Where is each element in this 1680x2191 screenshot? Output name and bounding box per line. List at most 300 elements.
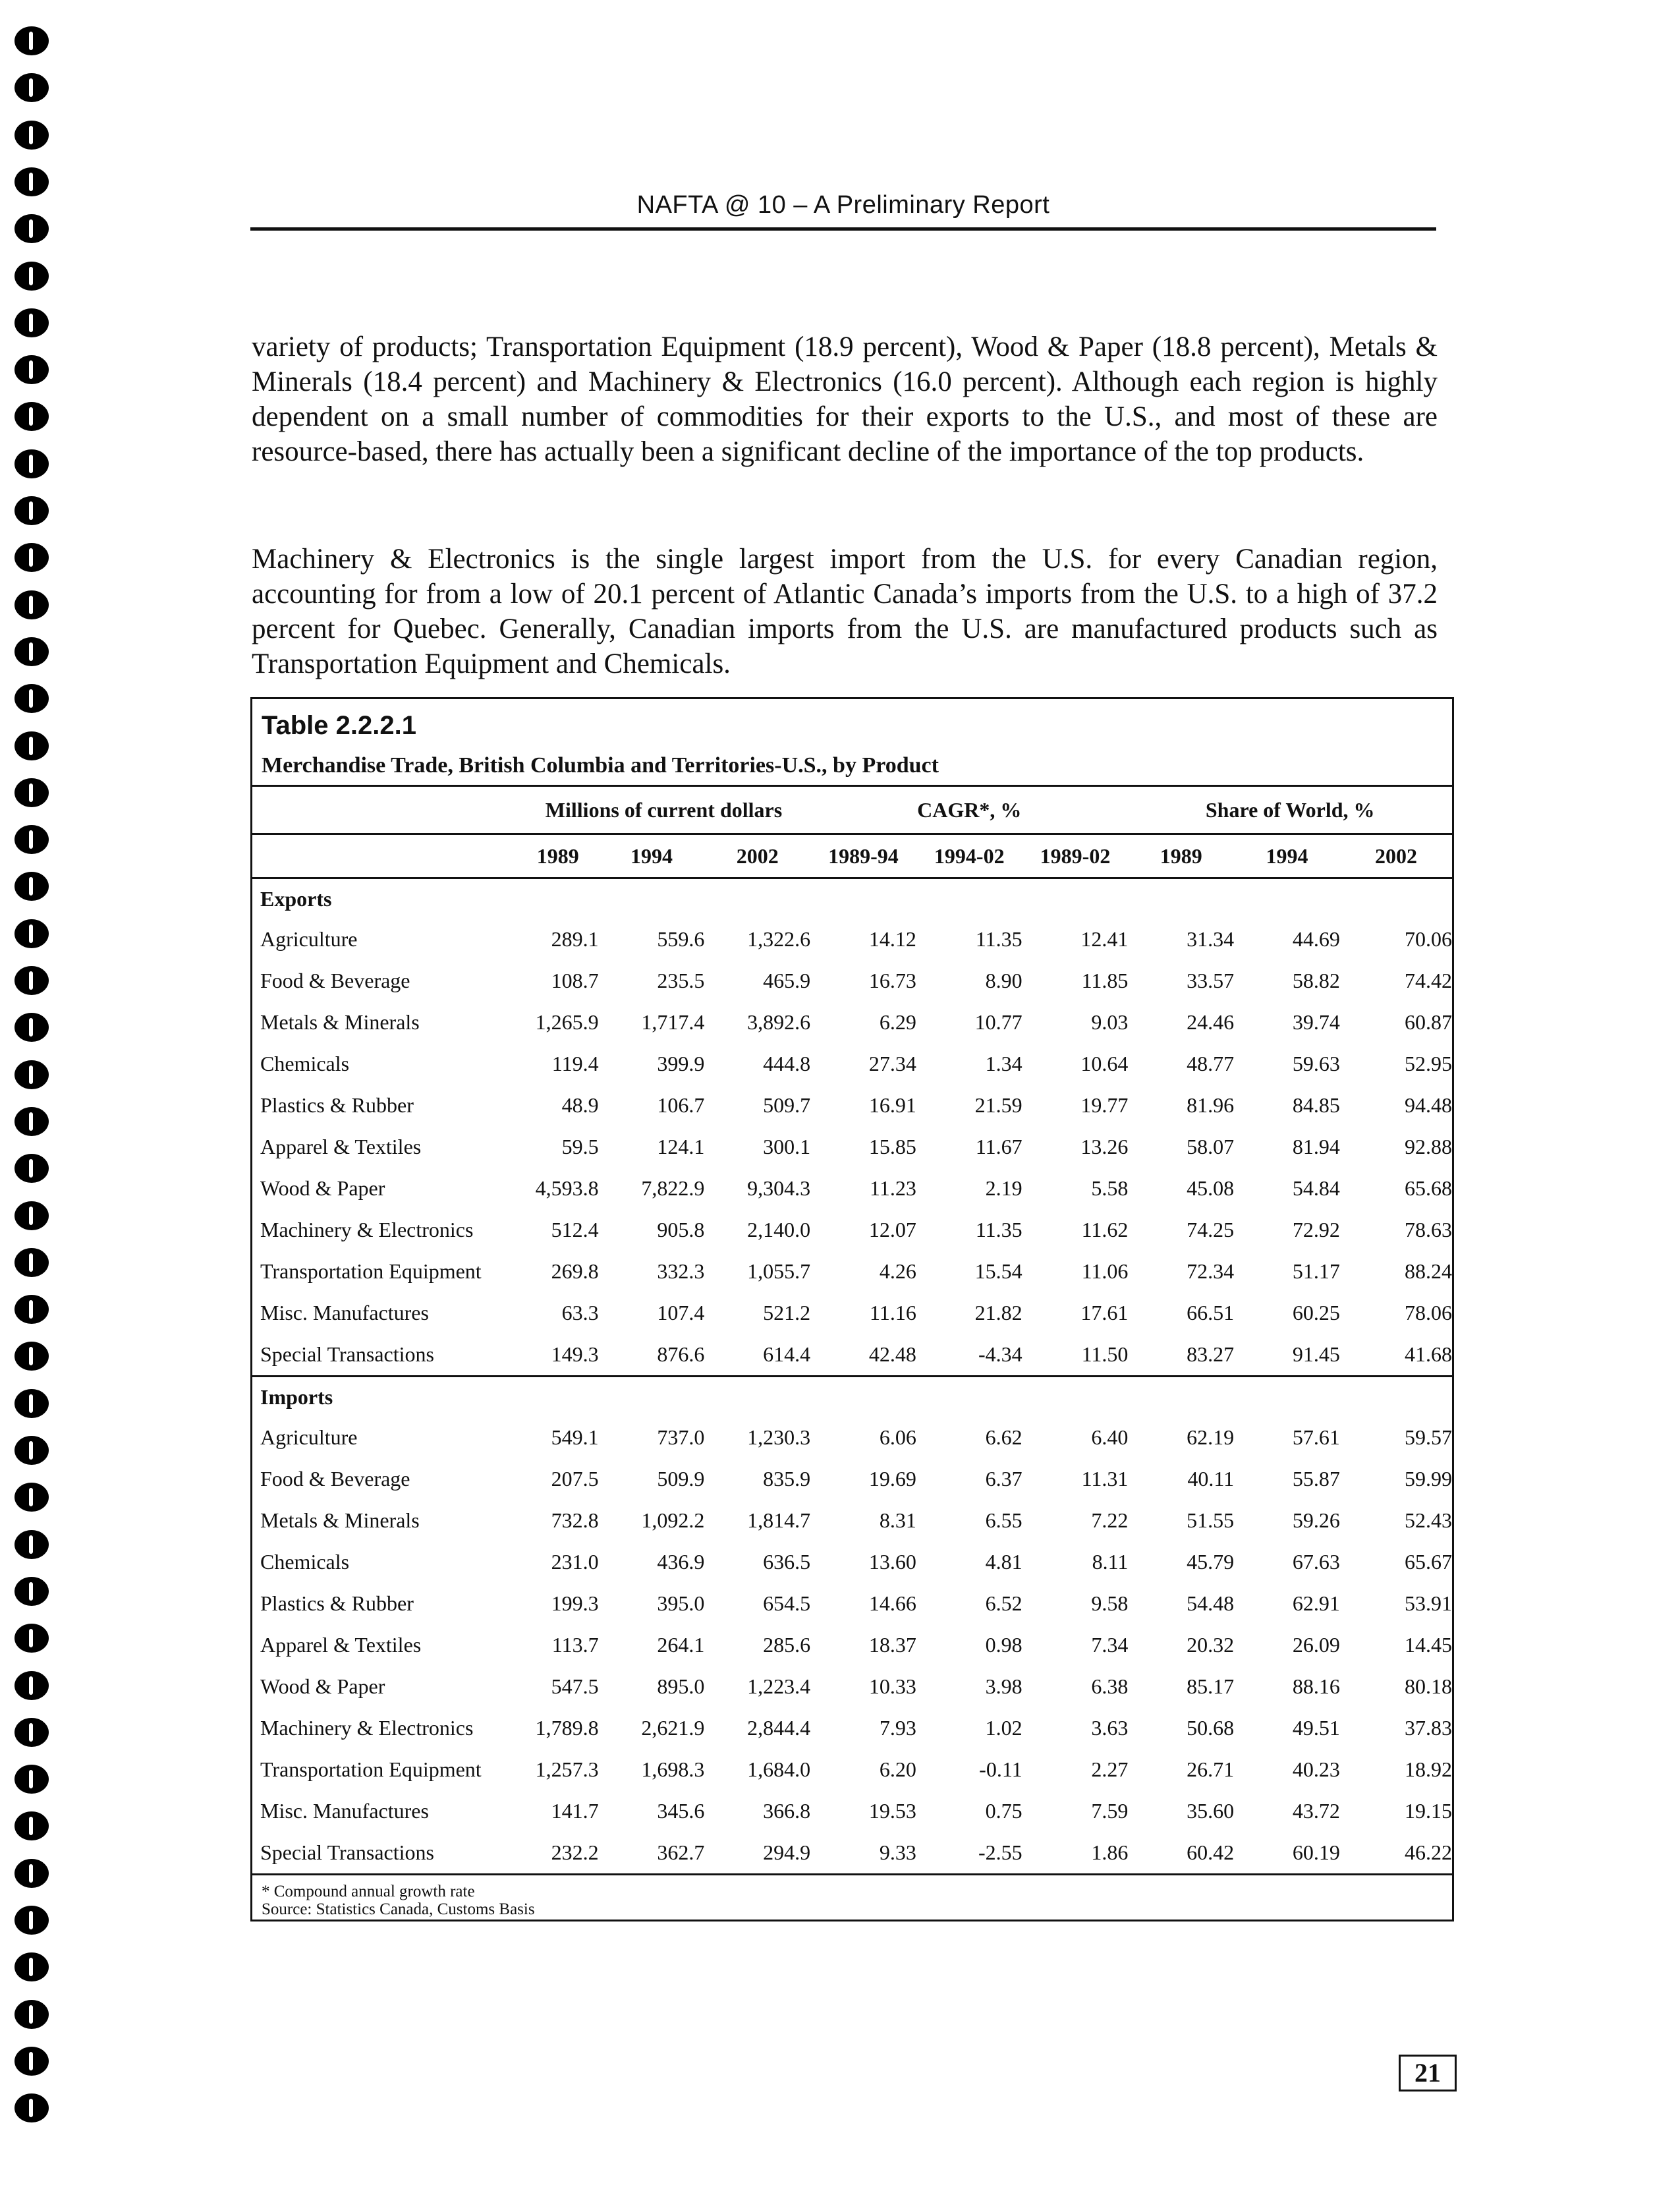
table-row — [252, 1666, 1452, 1707]
table-cell: 15.54 — [974, 1259, 1022, 1283]
table-cell: 57.61 — [1292, 1425, 1340, 1449]
table-cell: 6.40 — [1091, 1425, 1129, 1449]
table-cell: 8.11 — [1092, 1550, 1129, 1574]
table-cell: 13.60 — [868, 1550, 916, 1574]
trade-table — [252, 785, 1452, 1875]
table-cell: 60.42 — [1128, 1832, 1234, 1875]
table-row — [252, 1126, 1452, 1168]
imports-section-row — [252, 1377, 1452, 1417]
table-number: Table 2.2.2.1 — [262, 711, 416, 740]
group-header-share: Share of World, % — [1128, 786, 1452, 834]
table-cell: 6.62 — [985, 1425, 1022, 1449]
row-label: Plastics & Rubber — [260, 1093, 414, 1117]
binder-hole-icon — [14, 1624, 49, 1653]
table-cell: 113.7 — [551, 1633, 599, 1657]
row-label: Transportation Equipment — [260, 1757, 482, 1781]
table-cell: 199.3 — [551, 1591, 599, 1615]
table-cell: 512.4 — [551, 1218, 599, 1241]
table-cell: 300.1 — [763, 1135, 811, 1158]
table-cell: 1,814.7 — [747, 1508, 811, 1532]
table-cell: 16.73 — [868, 969, 916, 992]
table-cell: 106.7 — [657, 1093, 705, 1117]
group-header-millions: Millions of current dollars — [517, 786, 810, 834]
table-cell: 58.82 — [1292, 969, 1340, 992]
table-cell: 2,621.9 — [641, 1716, 705, 1740]
row-label: Metals & Minerals — [260, 1508, 420, 1532]
table-cell: 547.5 — [551, 1674, 599, 1698]
binder-hole-icon — [14, 2047, 49, 2076]
table-row — [252, 1707, 1452, 1749]
table-cell: 1,717.4 — [641, 1010, 705, 1034]
table-cell: 12.07 — [868, 1218, 916, 1241]
table-cell: 54.84 — [1292, 1176, 1340, 1200]
table-cell: 7.59 — [1091, 1799, 1129, 1823]
binder-hole-icon — [14, 1436, 49, 1465]
binder-hole-icon — [14, 825, 49, 854]
column-header: 1989 — [517, 834, 599, 878]
table-cell: 72.92 — [1292, 1218, 1340, 1241]
table-cell: 235.5 — [657, 969, 705, 992]
table-cell: 63.3 — [561, 1301, 599, 1324]
table-cell: 0.75 — [985, 1799, 1022, 1823]
body-paragraph-1: variety of products; Transportation Equipment (18.9 percent), Wood & Paper (18.8 percent), Metals & Minerals (18.4 percent) and Machinery & Electronics (16.0 percent). Although each region is highly dependent on a small number of commodities for their exports to the U.S., and most of these are resource-based, there has actually been a significant decline of the importance of the top products. — [252, 331, 1438, 467]
binder-hole-icon — [14, 966, 49, 995]
binder-hole-icon — [14, 449, 49, 478]
table-cell: 6.20 — [879, 1757, 916, 1781]
table-cell: 1,055.7 — [747, 1259, 811, 1283]
table-cell: 10.33 — [868, 1674, 916, 1698]
table-cell: 59.26 — [1292, 1508, 1340, 1532]
row-label: Wood & Paper — [260, 1674, 385, 1698]
table-cell: 14.45 — [1405, 1633, 1452, 1657]
table-cell: 46.22 — [1340, 1832, 1452, 1875]
table-cell: 37.83 — [1405, 1716, 1452, 1740]
table-cell: 1.86 — [1022, 1832, 1129, 1875]
table-cell: 614.4 — [763, 1342, 811, 1366]
table-cell: 62.19 — [1187, 1425, 1235, 1449]
row-label: Chemicals — [260, 1052, 350, 1075]
binder-hole-icon — [14, 167, 49, 196]
table-cell: 11.62 — [1081, 1218, 1129, 1241]
table-cell: 289.1 — [551, 927, 599, 951]
binder-hole-icon — [14, 637, 49, 666]
table-cell: 65.68 — [1405, 1176, 1452, 1200]
table-cell: 26.09 — [1292, 1633, 1340, 1657]
row-label: Machinery & Electronics — [260, 1716, 474, 1740]
table-cell: 107.4 — [657, 1301, 705, 1324]
table-cell: 7.93 — [879, 1716, 916, 1740]
table-cell: 654.5 — [763, 1591, 811, 1615]
table-cell: 231.0 — [551, 1550, 599, 1574]
row-label: Wood & Paper — [260, 1176, 385, 1200]
table-cell: 74.25 — [1187, 1218, 1235, 1241]
row-label: Transportation Equipment — [260, 1259, 482, 1283]
table-cell: 50.68 — [1187, 1716, 1235, 1740]
column-header: 1994 — [599, 834, 705, 878]
table-cell: 436.9 — [657, 1550, 705, 1574]
table-cell: 48.9 — [561, 1093, 599, 1117]
table-row — [252, 1334, 1452, 1377]
table-cell: 54.48 — [1187, 1591, 1235, 1615]
table-cell: 285.6 — [763, 1633, 811, 1657]
table-row — [252, 1500, 1452, 1541]
table-cell: 59.99 — [1405, 1467, 1452, 1491]
table-cell: 269.8 — [551, 1259, 599, 1283]
table-cell: 395.0 — [657, 1591, 705, 1615]
table-cell: 66.51 — [1187, 1301, 1235, 1324]
table-cell: 11.16 — [870, 1301, 916, 1324]
table-cell: 24.46 — [1187, 1010, 1235, 1034]
binder-hole-icon — [14, 73, 49, 102]
table-cell: 83.27 — [1187, 1342, 1235, 1366]
row-label: Misc. Manufactures — [260, 1301, 429, 1324]
binder-hole-icon — [14, 214, 49, 243]
row-label: Special Transactions — [260, 1342, 434, 1366]
binder-hole-icon — [14, 919, 49, 948]
table-row — [252, 1790, 1452, 1832]
table-cell: 119.4 — [551, 1052, 599, 1075]
table-cell: 39.74 — [1292, 1010, 1340, 1034]
binder-hole-icon — [14, 26, 49, 55]
table-cell: 1,789.8 — [535, 1716, 599, 1740]
binder-hole-icon — [14, 684, 49, 713]
table-cell: 7.34 — [1091, 1633, 1129, 1657]
table-cell: 3,892.6 — [747, 1010, 811, 1034]
binder-hole-icon — [14, 1342, 49, 1371]
table-cell: 17.61 — [1080, 1301, 1129, 1324]
binder-hole-icon — [14, 1530, 49, 1559]
column-header: 1989-02 — [1022, 834, 1129, 878]
table-row — [252, 1002, 1452, 1043]
table-cell: 59.57 — [1405, 1425, 1452, 1449]
row-label: Apparel & Textiles — [260, 1135, 422, 1158]
table-cell: 636.5 — [763, 1550, 811, 1574]
table-cell: 67.63 — [1292, 1550, 1340, 1574]
column-header: 1994 — [1234, 834, 1340, 878]
table-cell: 10.77 — [974, 1010, 1022, 1034]
table-cell: 62.91 — [1292, 1591, 1340, 1615]
table-row — [252, 1458, 1452, 1500]
table-row — [252, 1043, 1452, 1085]
table-cell: 35.60 — [1187, 1799, 1235, 1823]
row-label: Special Transactions — [252, 1832, 517, 1875]
table-cell: 59.63 — [1292, 1052, 1340, 1075]
table-cell: 362.7 — [599, 1832, 705, 1875]
table-cell: 11.50 — [1081, 1342, 1129, 1366]
table-cell: 1,698.3 — [641, 1757, 705, 1781]
binder-hole-icon — [14, 355, 49, 384]
column-header: 1989 — [1128, 834, 1234, 878]
table-cell: 65.67 — [1405, 1550, 1452, 1574]
table-cell: 16.91 — [868, 1093, 916, 1117]
binder-hole-icon — [14, 1060, 49, 1089]
table-cell: 1,684.0 — [747, 1757, 811, 1781]
table-cell: 1.34 — [985, 1052, 1022, 1075]
table-cell: 905.8 — [657, 1218, 705, 1241]
table-cell: 27.34 — [868, 1052, 916, 1075]
table-cell: 60.87 — [1405, 1010, 1452, 1034]
table-cell: 3.98 — [985, 1674, 1022, 1698]
binder-hole-icon — [14, 308, 49, 337]
table-row — [252, 1624, 1452, 1666]
table-cell: 14.12 — [868, 927, 916, 951]
table-cell: 6.55 — [985, 1508, 1022, 1532]
table-cell: 444.8 — [763, 1052, 811, 1075]
table-cell: 55.87 — [1292, 1467, 1340, 1491]
row-label: Agriculture — [260, 927, 358, 951]
table-cell: 21.59 — [974, 1093, 1022, 1117]
table-cell: 49.51 — [1292, 1716, 1340, 1740]
table-row — [252, 1292, 1452, 1334]
table-cell: 52.43 — [1405, 1508, 1452, 1532]
table-cell: 33.57 — [1187, 969, 1235, 992]
table-cell: 11.23 — [870, 1176, 916, 1200]
table-cell: 41.68 — [1405, 1342, 1452, 1366]
table-cell: 9,304.3 — [747, 1176, 811, 1200]
table-cell: 43.72 — [1292, 1799, 1340, 1823]
binder-hole-icon — [14, 543, 49, 572]
column-header: 1989-94 — [810, 834, 916, 878]
table-cell: 11.06 — [1081, 1259, 1129, 1283]
row-label: Misc. Manufactures — [260, 1799, 429, 1823]
table-cell: 40.11 — [1187, 1467, 1235, 1491]
table-cell: 88.24 — [1405, 1259, 1452, 1283]
table-cell: 6.52 — [985, 1591, 1022, 1615]
binder-hole-icon — [14, 1577, 49, 1606]
table-cell: 51.17 — [1292, 1259, 1340, 1283]
table-cell: 366.8 — [763, 1799, 811, 1823]
binder-hole-icon — [14, 1295, 49, 1324]
table-cell: 1,230.3 — [747, 1425, 811, 1449]
binder-hole-icon — [14, 1013, 49, 1042]
table-cell: 1,223.4 — [747, 1674, 811, 1698]
binder-holes — [14, 26, 51, 2175]
binder-hole-icon — [14, 1107, 49, 1136]
table-cell: 4.81 — [985, 1550, 1022, 1574]
table-cell: 72.34 — [1187, 1259, 1235, 1283]
table-cell: 85.17 — [1187, 1674, 1235, 1698]
table-notes — [262, 1883, 535, 1918]
table-cell: 4.26 — [879, 1259, 916, 1283]
binder-hole-icon — [14, 2093, 49, 2122]
table-cell: 509.7 — [763, 1093, 811, 1117]
table-row — [252, 1541, 1452, 1583]
table-cell: -0.11 — [979, 1757, 1022, 1781]
table-cell: 19.77 — [1080, 1093, 1129, 1117]
table-cell: 399.9 — [657, 1052, 705, 1075]
table-cell: 81.94 — [1292, 1135, 1340, 1158]
column-header: 2002 — [1340, 834, 1452, 878]
table-cell: 9.58 — [1091, 1591, 1129, 1615]
table-cell: 835.9 — [763, 1467, 811, 1491]
table-cell: 232.2 — [517, 1832, 599, 1875]
table-cell: 91.45 — [1292, 1342, 1340, 1366]
table-cell: 80.18 — [1405, 1674, 1452, 1698]
body-paragraph-2: Machinery & Electronics is the single largest import from the U.S. for every Canadian region, accounting for from a low of 20.1 percent of Atlantic Canada’s imports from the U.S. to a high of 37.2 percent for Quebec. Generally, Canadian imports from the U.S. are manufactured products such as Transportation Equipment and Chemicals. — [252, 544, 1438, 679]
table-cell: 45.08 — [1187, 1176, 1235, 1200]
table-cell: 78.63 — [1405, 1218, 1452, 1241]
table-cell: 13.26 — [1080, 1135, 1129, 1158]
table-cell: 559.6 — [657, 927, 705, 951]
row-label: Apparel & Textiles — [260, 1633, 422, 1657]
section-label: Imports — [252, 1377, 1452, 1417]
row-label: Machinery & Electronics — [260, 1218, 474, 1241]
table-cell: 2.27 — [1091, 1757, 1129, 1781]
table-row — [252, 1417, 1452, 1458]
binder-hole-icon — [14, 1248, 49, 1277]
exports-section-row — [252, 878, 1452, 919]
binder-hole-icon — [14, 1671, 49, 1700]
column-header: 2002 — [704, 834, 810, 878]
table-cell: 332.3 — [657, 1259, 705, 1283]
table-cell: 18.37 — [868, 1633, 916, 1657]
column-header-row — [252, 834, 1452, 878]
table-cell: 10.64 — [1080, 1052, 1129, 1075]
table-cell: 45.79 — [1187, 1550, 1235, 1574]
table-cell: 42.48 — [868, 1342, 916, 1366]
running-header: NAFTA @ 10 – A Preliminary Report — [636, 191, 1050, 219]
binder-hole-icon — [14, 872, 49, 901]
binder-hole-icon — [14, 1154, 49, 1183]
table-cell: 6.37 — [985, 1467, 1022, 1491]
table-cell: 876.6 — [657, 1342, 705, 1366]
table-cell: 74.42 — [1405, 969, 1452, 992]
table-cell: 9.33 — [810, 1832, 916, 1875]
table-row — [252, 919, 1452, 960]
table-cell: 737.0 — [657, 1425, 705, 1449]
row-label: Chemicals — [260, 1550, 350, 1574]
binder-hole-icon — [14, 1765, 49, 1794]
table-cell: 6.29 — [879, 1010, 916, 1034]
table-cell: 2.19 — [985, 1176, 1022, 1200]
table-row — [252, 1583, 1452, 1624]
table-cell: 8.90 — [985, 969, 1022, 992]
table-cell: 1,257.3 — [535, 1757, 599, 1781]
table-cell: 2,140.0 — [747, 1218, 811, 1241]
table-cell: 11.31 — [1081, 1467, 1129, 1491]
table-cell: 207.5 — [551, 1467, 599, 1491]
table-cell: 465.9 — [763, 969, 811, 992]
table-cell: 70.06 — [1405, 927, 1452, 951]
table-cell: 19.53 — [868, 1799, 916, 1823]
table-cell: 549.1 — [551, 1425, 599, 1449]
group-header-row — [252, 786, 1452, 834]
table-row — [252, 1209, 1452, 1251]
table-cell: 6.06 — [879, 1425, 916, 1449]
table-row — [252, 1168, 1452, 1209]
table-cell: 11.35 — [975, 1218, 1022, 1241]
table-cell: 21.82 — [974, 1301, 1022, 1324]
table-cell: 1,265.9 — [535, 1010, 599, 1034]
binder-hole-icon — [14, 1906, 49, 1935]
page-number: 21 — [1399, 2055, 1457, 2091]
footnote: * Compound annual growth rate — [262, 1883, 475, 1900]
binder-hole-icon — [14, 1201, 49, 1230]
table-cell: 732.8 — [551, 1508, 599, 1532]
table-cell: 11.35 — [975, 927, 1022, 951]
table-cell: 44.69 — [1292, 927, 1340, 951]
table-row — [252, 1749, 1452, 1790]
table-cell: 5.58 — [1091, 1176, 1129, 1200]
row-label: Food & Beverage — [260, 969, 410, 992]
binder-hole-icon — [14, 1952, 49, 1981]
table-cell: 509.9 — [657, 1467, 705, 1491]
table-cell: 141.7 — [551, 1799, 599, 1823]
table-cell: 895.0 — [657, 1674, 705, 1698]
row-label: Plastics & Rubber — [260, 1591, 414, 1615]
binder-hole-icon — [14, 121, 49, 150]
table-cell: 15.85 — [868, 1135, 916, 1158]
binder-hole-icon — [14, 778, 49, 807]
table-cell: 19.15 — [1405, 1799, 1452, 1823]
table-cell: 48.77 — [1187, 1052, 1235, 1075]
table-cell: 92.88 — [1405, 1135, 1452, 1158]
binder-hole-icon — [14, 731, 49, 760]
table-cell: 8.31 — [879, 1508, 916, 1532]
table-cell: 31.34 — [1187, 927, 1235, 951]
table-cell: 18.92 — [1405, 1757, 1452, 1781]
table-cell: 40.23 — [1292, 1757, 1340, 1781]
table-cell: 53.91 — [1405, 1591, 1452, 1615]
table-row — [252, 1085, 1452, 1126]
table-cell: 149.3 — [551, 1342, 599, 1366]
binder-hole-icon — [14, 2000, 49, 2029]
table-cell: 2,844.4 — [747, 1716, 811, 1740]
table-cell: 1,092.2 — [641, 1508, 705, 1532]
table-cell: 294.9 — [704, 1832, 810, 1875]
table-cell: 124.1 — [657, 1135, 705, 1158]
table-cell: 3.63 — [1091, 1716, 1129, 1740]
table-row — [252, 1832, 1452, 1875]
binder-hole-icon — [14, 1389, 49, 1418]
binder-hole-icon — [14, 1811, 49, 1840]
table-cell: 26.71 — [1187, 1757, 1235, 1781]
binder-hole-icon — [14, 1483, 49, 1512]
binder-hole-icon — [14, 590, 49, 619]
table-cell: 88.16 — [1292, 1674, 1340, 1698]
table-cell: -2.55 — [916, 1832, 1022, 1875]
table-cell: 14.66 — [868, 1591, 916, 1615]
table-cell: 19.69 — [868, 1467, 916, 1491]
binder-hole-icon — [14, 1718, 49, 1747]
binder-hole-icon — [14, 402, 49, 431]
table-cell: 264.1 — [657, 1633, 705, 1657]
column-header: 1994-02 — [916, 834, 1022, 878]
table-cell: 9.03 — [1091, 1010, 1129, 1034]
table-cell: 78.06 — [1405, 1301, 1452, 1324]
table-cell: 345.6 — [657, 1799, 705, 1823]
table-panel — [250, 697, 1454, 1921]
table-cell: 1,322.6 — [747, 927, 811, 951]
table-cell: 59.5 — [561, 1135, 599, 1158]
table-cell: 52.95 — [1405, 1052, 1452, 1075]
table-cell: 4,593.8 — [535, 1176, 599, 1200]
table-cell: 1.02 — [985, 1716, 1022, 1740]
table-row — [252, 960, 1452, 1002]
table-cell: 84.85 — [1292, 1093, 1340, 1117]
table-cell: 60.25 — [1292, 1301, 1340, 1324]
row-label: Metals & Minerals — [260, 1010, 420, 1034]
group-header-cagr: CAGR*, % — [810, 786, 1128, 834]
table-cell: 11.67 — [975, 1135, 1022, 1158]
binder-hole-icon — [14, 1859, 49, 1888]
table-cell: 108.7 — [551, 969, 599, 992]
row-label: Agriculture — [260, 1425, 358, 1449]
table-cell: 6.38 — [1091, 1674, 1129, 1698]
source-note: Source: Statistics Canada, Customs Basis — [262, 1900, 535, 1918]
header-rule — [250, 227, 1436, 231]
table-cell: 7.22 — [1091, 1508, 1129, 1532]
